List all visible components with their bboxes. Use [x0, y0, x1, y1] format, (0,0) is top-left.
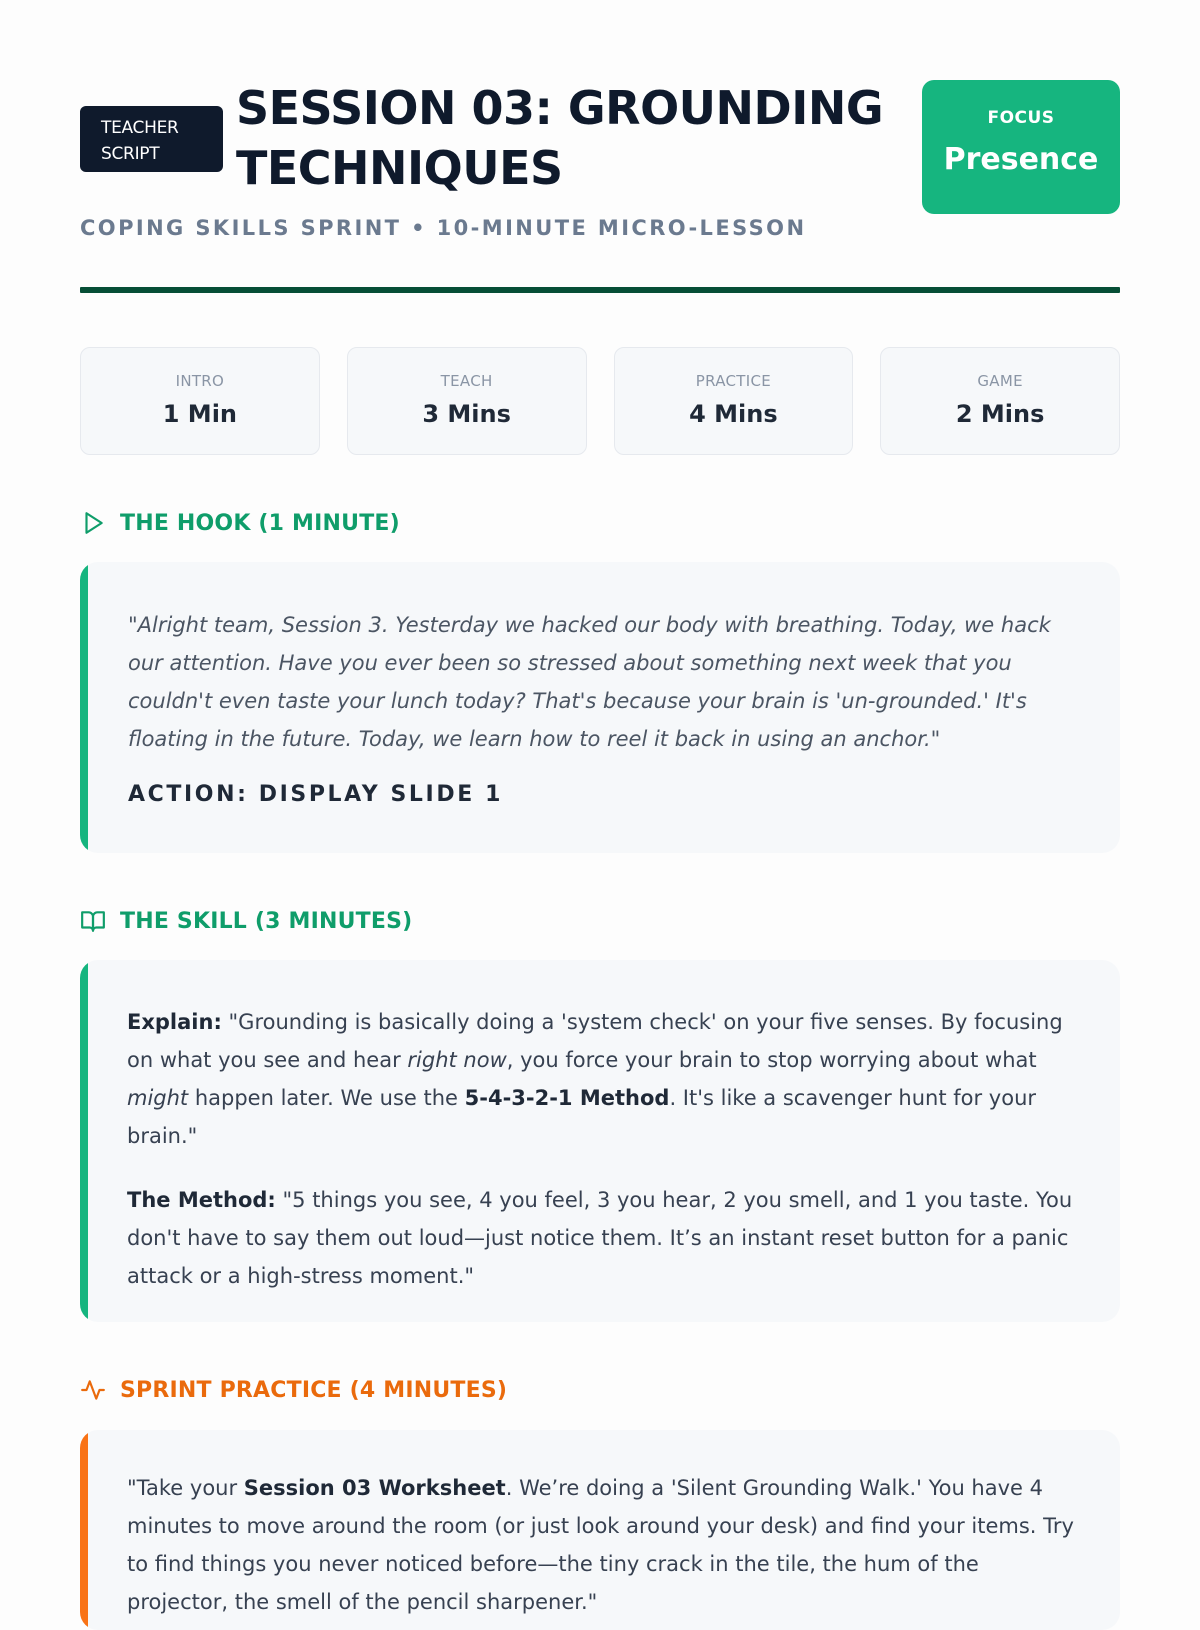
timing-label: GAME: [977, 372, 1023, 390]
method-text: "5 things you see, 4 you feel, 3 you hear, 2 you smell, and 1 you taste. You don't have to say them out loud—just notice them. It’s an instant reset button for a panic attack or a high-stress moment.": [127, 1188, 1073, 1288]
explain-label: Explain:: [127, 1010, 222, 1034]
method-name: 5-4-3-2-1 Method: [464, 1086, 670, 1110]
timing-value: 4 Mins: [689, 400, 778, 428]
timing-label: PRACTICE: [695, 372, 772, 390]
practice-text-part: "Take your: [127, 1476, 244, 1500]
skill-heading-text: THE SKILL (3 MINUTES): [120, 908, 413, 934]
explain-emphasis: might: [127, 1086, 189, 1110]
timing-label: TEACH: [440, 372, 493, 390]
explain-text: , you force your brain to stop worrying about what: [506, 1048, 1037, 1072]
timing-value: 2 Mins: [955, 400, 1045, 428]
timing-card-game: [880, 347, 1120, 455]
timing-value: 1 Min: [162, 400, 237, 428]
header: [80, 78, 1120, 238]
explain-text: happen later. We use the: [188, 1086, 465, 1110]
play-icon: [80, 510, 106, 536]
skill-heading: [80, 908, 412, 934]
timing-card-intro: [80, 347, 320, 455]
header-divider: [80, 287, 1120, 293]
focus-label: FOCUS: [987, 108, 1055, 128]
timing-cards: [80, 347, 1120, 455]
hook-heading-text: THE HOOK (1 MINUTE): [120, 510, 400, 536]
practice-heading-text: SPRINT PRACTICE (4 MINUTES): [120, 1377, 508, 1403]
practice-text: [127, 1469, 1080, 1621]
explain-text: . It's like a scavenger hunt for your brain.": [127, 1086, 1037, 1148]
method-label: The Method:: [127, 1188, 276, 1212]
explain-emphasis: right now: [407, 1048, 507, 1072]
practice-box: [80, 1430, 1120, 1630]
skill-box: [80, 960, 1120, 1322]
tag-line-1: TEACHER: [101, 118, 179, 138]
timing-label: INTRO: [175, 372, 225, 390]
focus-badge: [922, 80, 1120, 214]
book-open-icon: [80, 908, 106, 934]
teacher-script-tag: [80, 106, 223, 172]
tag-line-2: SCRIPT: [101, 144, 160, 164]
timing-card-teach: [347, 347, 587, 455]
practice-heading: [80, 1377, 507, 1403]
timing-card-practice: [614, 347, 854, 455]
page-title: SESSION 03: GROUNDING TECHNIQUES: [236, 81, 884, 195]
explain-text: "Grounding is basically doing a 'system check' on your five senses. By focusing on what you see and hear: [127, 1010, 1063, 1072]
skill-explain: [127, 1003, 1080, 1155]
focus-value: Presence: [943, 142, 1099, 177]
hook-quote: "Alright team, Session 3. Yesterday we hacked our body with breathing. Today, we hack our attention. Have you ever been so stressed about something next week that you couldn't even taste your lunch today? That's because your brain is 'un-grounded.' It's floating in the future. Today, we learn how to reel it back in using an anchor.": [128, 613, 1051, 751]
activity-icon: [80, 1377, 106, 1403]
hook-action: ACTION: DISPLAY SLIDE 1: [128, 782, 503, 807]
practice-text-part: . We’re doing a 'Silent Grounding Walk.' You have 4 minutes to move around the room (or just look around your desk) and find your items. Try to find things you never noticed before—the tiny crack in the tile, the hum of the projector, the smell of the pencil sharpener.": [127, 1476, 1074, 1614]
subtitle: COPING SKILLS SPRINT • 10-MINUTE MICRO-LESSON: [80, 216, 807, 240]
worksheet-name: Session 03 Worksheet: [243, 1476, 506, 1500]
hook-heading: [80, 510, 400, 536]
timing-value: 3 Mins: [422, 400, 511, 428]
skill-method: [127, 1181, 1080, 1295]
hook-box: [80, 562, 1120, 853]
